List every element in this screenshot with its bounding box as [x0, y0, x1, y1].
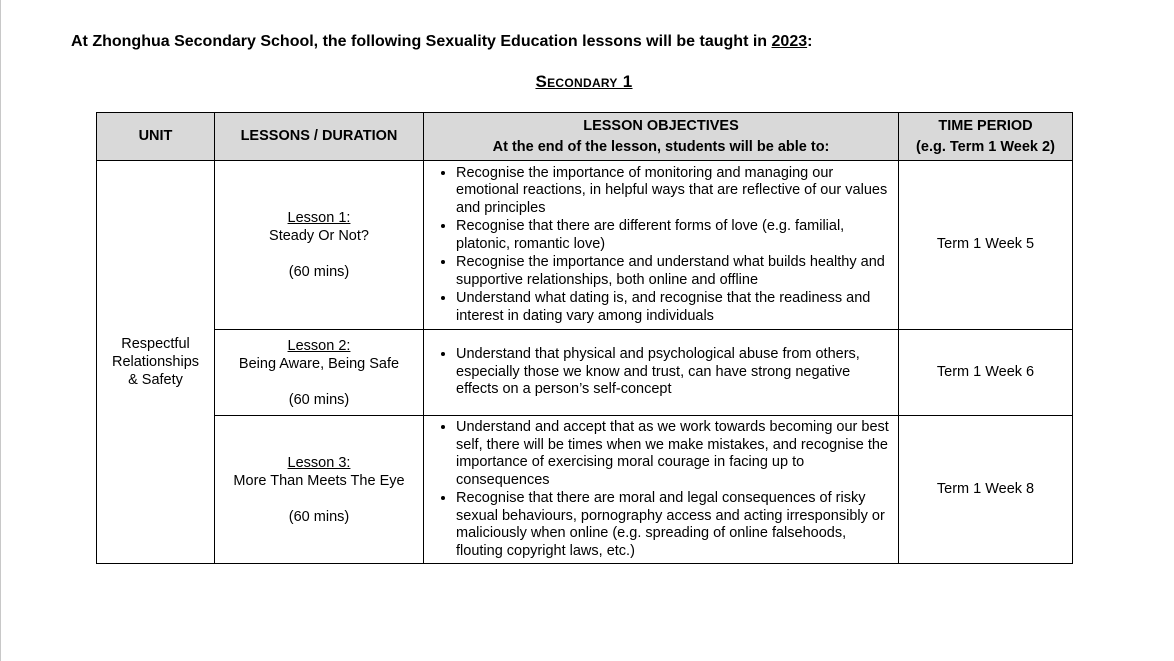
objective-item: • Recognise that there are different forms of love (e.g. familial, platonic, romantic love) [456, 218, 892, 253]
intro-year: 2023 [771, 33, 808, 50]
header-objectives [424, 113, 899, 161]
unit-line: Respectful [121, 336, 190, 352]
objectives-list [424, 343, 898, 402]
objective-item: • Recognise the importance and understand what builds healthy and supportive relationships, both online and offline [456, 254, 892, 289]
time-period-cell: Term 1 Week 8 [899, 416, 1073, 564]
lesson-duration: (60 mins) [288, 508, 350, 525]
lesson-duration: (60 mins) [288, 264, 350, 280]
lesson-name: Lesson 2: [287, 337, 351, 354]
lesson-name: Lesson 3: [287, 454, 351, 471]
header-row [97, 113, 1073, 161]
unit-line: & Safety [128, 372, 183, 388]
lesson-cell [215, 330, 424, 416]
objective-item: • Understand and accept that as we work towards becoming our best self, there will be times when we make mistakes, and recognise the importance of exercising moral courage in facing up to consequences [456, 419, 892, 489]
header-objectives-title: LESSON OBJECTIVES [583, 117, 739, 134]
intro-sentence [71, 33, 812, 51]
lesson-name: Lesson 1: [287, 210, 351, 226]
objective-item: • Recognise that there are moral and legal consequences of risky sexual behaviours, pornography access and acting irresponsibly or maliciously when online (e.g. spreading of online falsehoods, flouting copyright laws, etc.) [456, 490, 892, 560]
header-time-period [899, 113, 1073, 161]
time-period-cell: Term 1 Week 6 [899, 330, 1073, 416]
lesson-duration: (60 mins) [288, 391, 350, 408]
header-time-title: TIME PERIOD [938, 117, 1033, 134]
objective-item: • Recognise the importance of monitoring and managing our emotional reactions, in helpful ways that are reflective of our values and principles [456, 165, 892, 218]
table-row [97, 416, 1073, 564]
objective-item: • Understand what dating is, and recognise that the readiness and interest in dating vary among individuals [456, 290, 892, 325]
table-row [97, 161, 1073, 330]
objectives-cell [424, 416, 899, 564]
time-period-cell: Term 1 Week 5 [899, 161, 1073, 330]
objective-item: • Understand that physical and psychological abuse from others, especially those we know and trust, can have strong negative effects on a person’s self-concept [456, 346, 892, 399]
lesson-title: More Than Meets The Eye [233, 472, 405, 489]
header-time-example: (e.g. Term 1 Week 2) [916, 138, 1055, 155]
objectives-list [424, 416, 898, 563]
header-objectives-subtitle: At the end of the lesson, students will be able to: [492, 138, 830, 155]
header-unit: UNIT [97, 113, 215, 161]
lesson-cell [215, 161, 424, 330]
lesson-title: Steady Or Not? [269, 228, 369, 244]
objectives-cell [424, 161, 899, 330]
objectives-list [424, 162, 898, 329]
unit-cell [97, 161, 215, 564]
lesson-cell [215, 416, 424, 564]
intro-suffix: : [807, 33, 813, 50]
section-title: Secondary 1 [535, 72, 633, 91]
page-edge [0, 0, 1, 661]
objectives-cell [424, 330, 899, 416]
header-lessons: LESSONS / DURATION [215, 113, 424, 161]
intro-prefix: At Zhonghua Secondary School, the following Sexuality Education lessons will be taught in [71, 33, 772, 50]
unit-line: Relationships [111, 354, 200, 370]
table-row [97, 330, 1073, 416]
lesson-title: Being Aware, Being Safe [238, 355, 400, 372]
lessons-table [96, 112, 1073, 564]
